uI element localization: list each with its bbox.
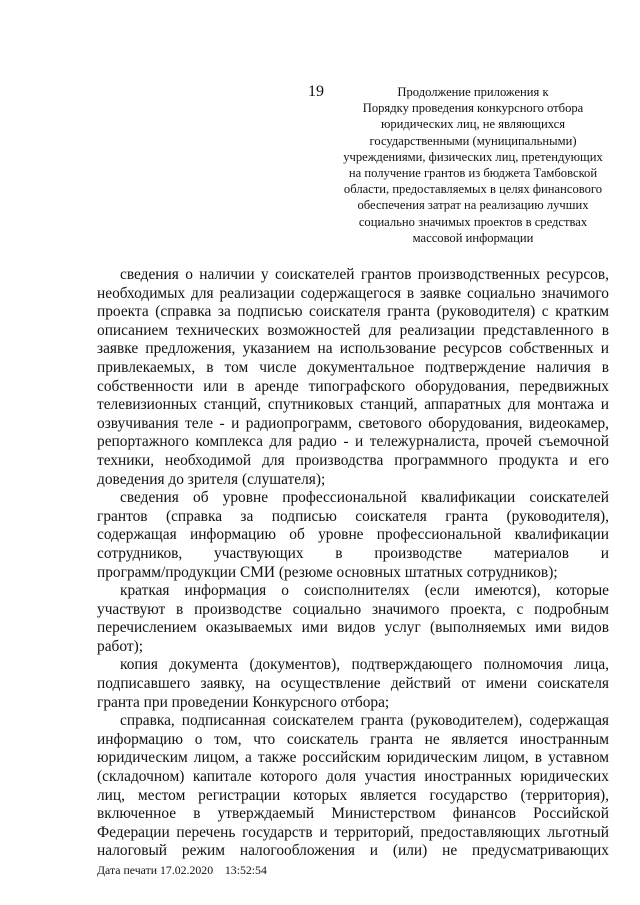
paragraph-line: юридическим лицом, а также российским юридическим лицом, в уставном (97, 749, 609, 767)
paragraph-line: сотрудников, участвующих в производстве материалов и (97, 544, 609, 562)
header-line: области, предоставляемых в целях финансового (343, 182, 603, 197)
document-body (97, 266, 609, 861)
paragraph-line: описанием технических возможностей для реализации представленного в (97, 321, 609, 339)
paragraph-line: перечислением оказываемых ими видов услуг (выполняемых ими видов (97, 619, 609, 637)
print-time-value: 13:52:54 (224, 863, 267, 877)
paragraph-line: подписавшего заявку, на осуществление действий от имени соискателя (97, 675, 609, 693)
paragraph-line: сведения о наличии у соискателей грантов производственных ресурсов, (120, 266, 609, 283)
paragraph-line: грантов (справка за подписью соискателя гранта (руководителя), (97, 507, 609, 525)
paragraph-line: заявке предложения, указанием на использование ресурсов собственных и (97, 340, 609, 358)
paragraph-line: доведения до зрителя (слушателя); (97, 470, 326, 488)
print-date-label: Дата печати (97, 863, 158, 877)
print-date-footer (97, 863, 267, 877)
header-line: на получение грантов из бюджета Тамбовской (348, 166, 598, 181)
paragraph-line: проекта (справка за подписью соискателя гранта (руководителя) с кратким (97, 303, 609, 321)
header-line: юридических лиц, не являющихся (380, 117, 566, 132)
paragraph-line: гранта при проведении Конкурсного отбора; (97, 693, 390, 711)
paragraph-line: программ/продукции СМИ (резюме основных штатных сотрудников); (97, 563, 558, 581)
paragraph-line: (складочном) капитале которого доля участия иностранных юридических (97, 768, 609, 786)
body-paragraph (97, 712, 609, 861)
paragraph-line: содержащая информацию об уровне профессиональной квалификации (97, 526, 609, 544)
print-date-value: 17.02.2020 (160, 863, 214, 877)
paragraph-line: привлекаемых, в том числе документальное подтверждение наличия в (97, 358, 609, 376)
paragraph-line: репортажного комплекса для радио - и тележурналиста, прочей съемочной (97, 433, 609, 451)
body-paragraph (97, 582, 609, 656)
body-paragraph (97, 489, 609, 582)
paragraph-line: телевизионных станций, спутниковых станций, аппаратных для монтажа и (97, 396, 609, 414)
paragraph-line: техники, необходимой для производства программного продукта и его (97, 451, 609, 469)
paragraph-line: необходимых для реализации содержащегося в заявке социально значимого (97, 284, 609, 302)
header-line: Продолжение приложения к (397, 85, 549, 99)
paragraph-line: участвуют в производстве социально значимого проекта, с подробным (97, 600, 609, 618)
paragraph-line: сведения об уровне профессиональной квалификации соискателей (120, 489, 609, 507)
paragraph-line: копия документа (документов), подтверждающего полномочия лица, (120, 656, 609, 674)
paragraph-line: справка, подписанная соискателем гранта (руководителем), содержащая (120, 712, 609, 730)
paragraph-line: работ); (97, 637, 143, 655)
header-line: учреждениями, физических лиц, претендующих (343, 149, 603, 164)
paragraph-line: краткая информация о соисполнителях (если имеются), которые (120, 582, 609, 600)
body-paragraph (97, 266, 609, 489)
header-line: государственными (муниципальными) (369, 133, 577, 148)
paragraph-line: Федерации перечень государств и территорий, предоставляющих льготный (97, 823, 609, 841)
paragraph-line: лиц, местом регистрации которых является государство (территория), (97, 786, 609, 804)
header-line: обеспечения затрат на реализацию лучших (357, 198, 589, 213)
header-line: массовой информации (412, 230, 534, 245)
page-number: 19 (308, 83, 324, 100)
body-paragraph (97, 656, 609, 712)
appendix-header (332, 84, 614, 246)
header-line: социально значимых проектов в средствах (358, 214, 588, 229)
paragraph-line: включенное в утверждаемый Министерством финансов Российской (97, 805, 609, 823)
header-line: Порядку проведения конкурсного отбора (362, 101, 584, 116)
paragraph-line: информацию о том, что соискатель гранта не является иностранным (97, 730, 609, 748)
paragraph-line: озвучивания теле - и радиопрограмм, светового оборудования, видеокамер, (97, 414, 609, 432)
paragraph-line: собственности или в аренде типографского оборудования, передвижных (97, 377, 609, 395)
paragraph-line: налоговый режим налогообложения и (или) не предусматривающих (97, 842, 609, 860)
